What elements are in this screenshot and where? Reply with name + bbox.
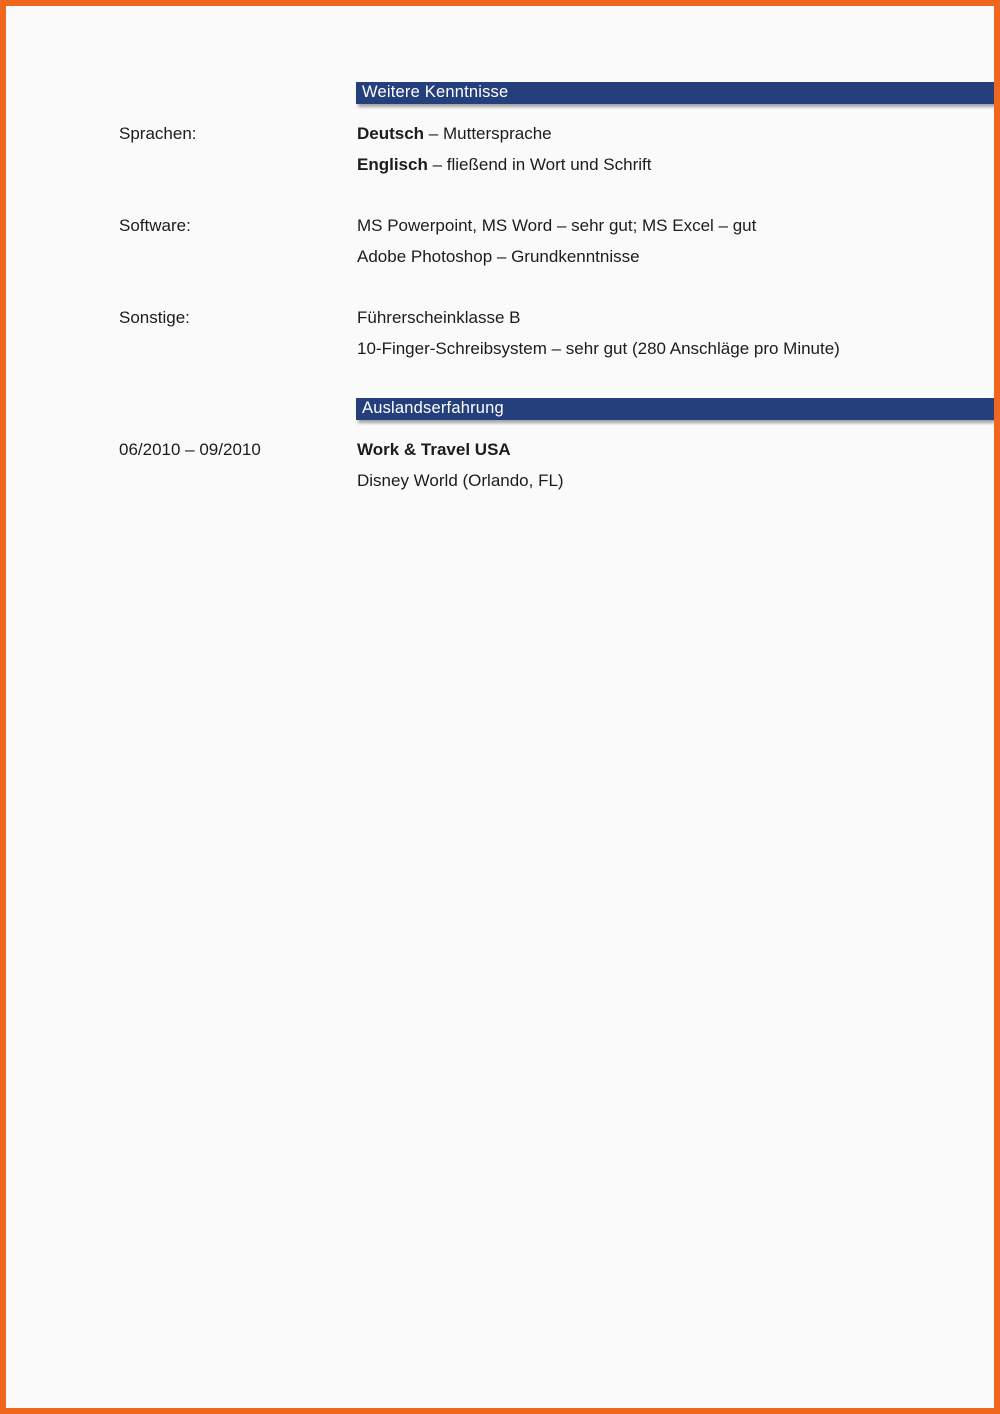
section-title: Auslandserfahrung xyxy=(362,399,504,417)
section-header-weitere-kenntnisse xyxy=(356,82,994,104)
language-level: – fließend in Wort und Schrift xyxy=(427,155,652,174)
language-name: Deutsch xyxy=(357,124,425,143)
label-sonstige: Sonstige: xyxy=(119,308,190,327)
entry-title xyxy=(357,440,511,460)
label-sprachen: Sprachen: xyxy=(119,124,197,143)
language-name: Englisch xyxy=(357,155,428,174)
section-title: Weitere Kenntnisse xyxy=(362,83,509,101)
entry-location: Disney World (Orlando, FL) xyxy=(357,471,564,490)
software-line-2: Adobe Photoshop – Grundkenntnisse xyxy=(357,247,640,266)
label-software: Software: xyxy=(119,216,191,235)
entry-title-text: Work & Travel USA xyxy=(357,440,511,459)
section-header-auslandserfahrung xyxy=(356,398,994,420)
sonstige-line-2: 10-Finger-Schreibsystem – sehr gut (280 Anschläge pro Minute) xyxy=(357,339,840,358)
entry-date: 06/2010 – 09/2010 xyxy=(119,440,261,459)
software-line-1: MS Powerpoint, MS Word – sehr gut; MS Excel – gut xyxy=(357,216,757,235)
sprachen-line-1 xyxy=(357,124,552,144)
sonstige-line-1: Führerscheinklasse B xyxy=(357,308,521,327)
sprachen-line-2 xyxy=(357,155,651,175)
language-level: – Muttersprache xyxy=(424,124,552,143)
